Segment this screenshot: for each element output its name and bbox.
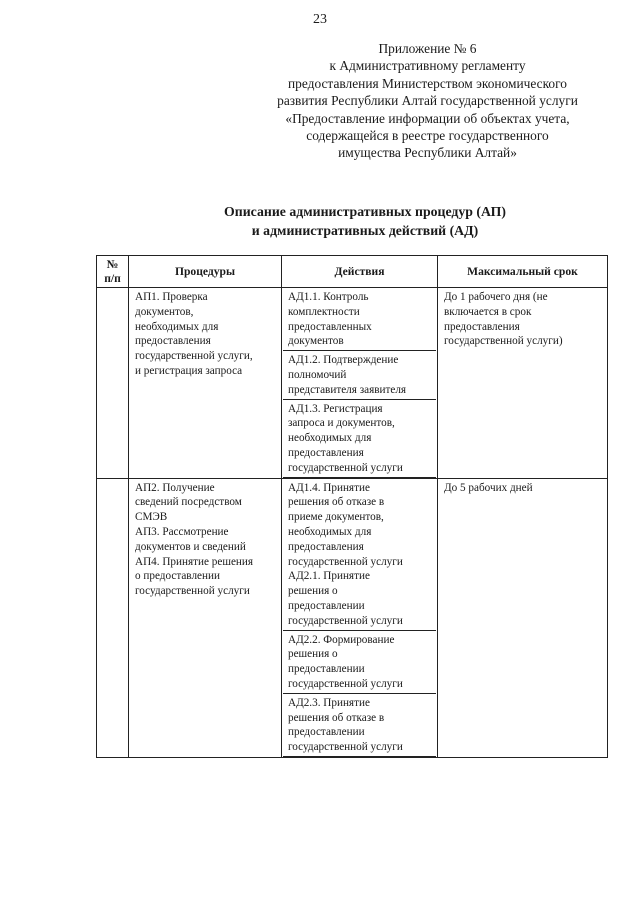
procedure-line: документов и сведений [135,540,246,553]
appendix-line: «Предоставление информации об объектах учета, [285,110,570,126]
action-line: государственной услуги [288,555,403,568]
header-procedures: Процедуры [129,256,282,288]
appendix-line: содержащейся в реестре государственного [306,128,549,144]
procedure-line: АП3. Рассмотрение [135,525,229,538]
table-row [97,478,608,757]
action-item [283,695,436,757]
appendix-line: к Административному регламенту [329,58,526,74]
procedure-line: о предоставлении [135,570,220,583]
deadline-text [438,288,607,351]
action-line: предоставления [288,446,364,459]
procedure-line: АП2. Получение [135,481,215,494]
action-line: АД2.2. Формирование [288,633,395,646]
procedure-line: документов, [135,305,194,318]
header-deadline: Максимальный срок [438,256,608,288]
action-line: предоставлении [288,599,365,612]
appendix-line: Приложение № 6 [378,41,477,56]
action-line: решения о [288,585,338,598]
procedure-line: необходимых для [135,320,219,333]
table-body [97,288,608,758]
deadline-line: включается в срок [444,305,532,318]
action-item [283,352,436,399]
action-line: приеме документов, [288,511,384,524]
appendix-line: имущества Республики Алтай» [338,145,517,161]
procedure-line: АП1. Проверка [135,291,208,303]
action-line: предоставления [288,540,364,553]
page-number: 23 [313,12,327,27]
action-line: государственной услуги [288,614,403,627]
header-row [97,256,608,288]
procedure-line: государственной услуги, [135,350,253,363]
deadline-cell [438,288,608,479]
action-line: решения об отказе в [288,496,385,509]
action-line: решения об отказе в [288,711,385,724]
deadline-line: государственной услуги) [444,335,563,348]
action-line: государственной услуги [288,461,403,474]
deadline-cell [438,478,608,757]
procedure-line: и регистрация запроса [135,364,243,377]
action-line: необходимых для [288,525,372,538]
header-number [97,256,129,288]
action-line: комплектности [288,305,360,318]
action-line: документов [288,335,344,348]
deadline-line: предоставления [444,320,520,333]
procedure-line: СМЭВ [135,511,168,524]
deadline-text [438,479,607,498]
action-line: предоставленных [288,320,372,333]
action-line: предоставлении [288,663,365,676]
heading-line: и административных действий (АД) [251,223,479,238]
header-number-line: п/п [104,271,121,285]
action-line: АД1.3. Регистрация [288,402,383,415]
document-heading [120,202,610,240]
table-row [97,288,608,479]
action-line: АД1.1. Контроль [288,291,369,303]
header-actions: Действия [282,256,438,288]
action-item [283,401,436,478]
row-number-cell [97,288,129,479]
action-line: АД1.4. Принятие [288,481,370,494]
procedure-text [129,288,281,381]
action-item [283,632,436,694]
row-number-cell [97,478,129,757]
action-line: запроса и документов, [288,417,395,430]
deadline-line: До 1 рабочего дня (не [444,291,548,303]
action-line: АД2.3. Принятие [288,696,370,709]
action-line: АД2.1. Принятие [288,570,370,583]
procedure-line: государственной услуги [135,585,250,598]
table-header [97,256,608,288]
action-line: необходимых для [288,432,372,445]
action-item [283,289,436,351]
action-item [283,480,436,631]
action-line: полномочий [288,368,347,381]
procedure-line: предоставления [135,335,211,348]
action-line: представителя заявителя [288,383,407,396]
appendix-reference [255,40,600,162]
action-line: предоставлении [288,726,365,739]
action-line: решения о [288,648,338,661]
action-line: государственной услуги [288,741,403,754]
appendix-line: развития Республики Алтай государственной услуги [277,93,578,109]
procedure-cell [129,478,282,757]
procedure-cell [129,288,282,479]
procedure-line: сведений посредством [135,496,242,509]
appendix-line: предоставления Министерством экономического [288,75,567,91]
actions-cell [282,288,438,479]
heading-line: Описание административных процедур (АП) [224,204,506,219]
procedure-line: АП4. Принятие решения [135,555,254,568]
action-line: государственной услуги [288,677,403,690]
procedures-table [96,255,608,758]
deadline-line: До 5 рабочих дней [444,481,533,494]
procedure-text [129,479,281,601]
action-line: АД1.2. Подтверждение [288,354,399,367]
actions-cell [282,478,438,757]
header-number-line: № [106,257,119,271]
